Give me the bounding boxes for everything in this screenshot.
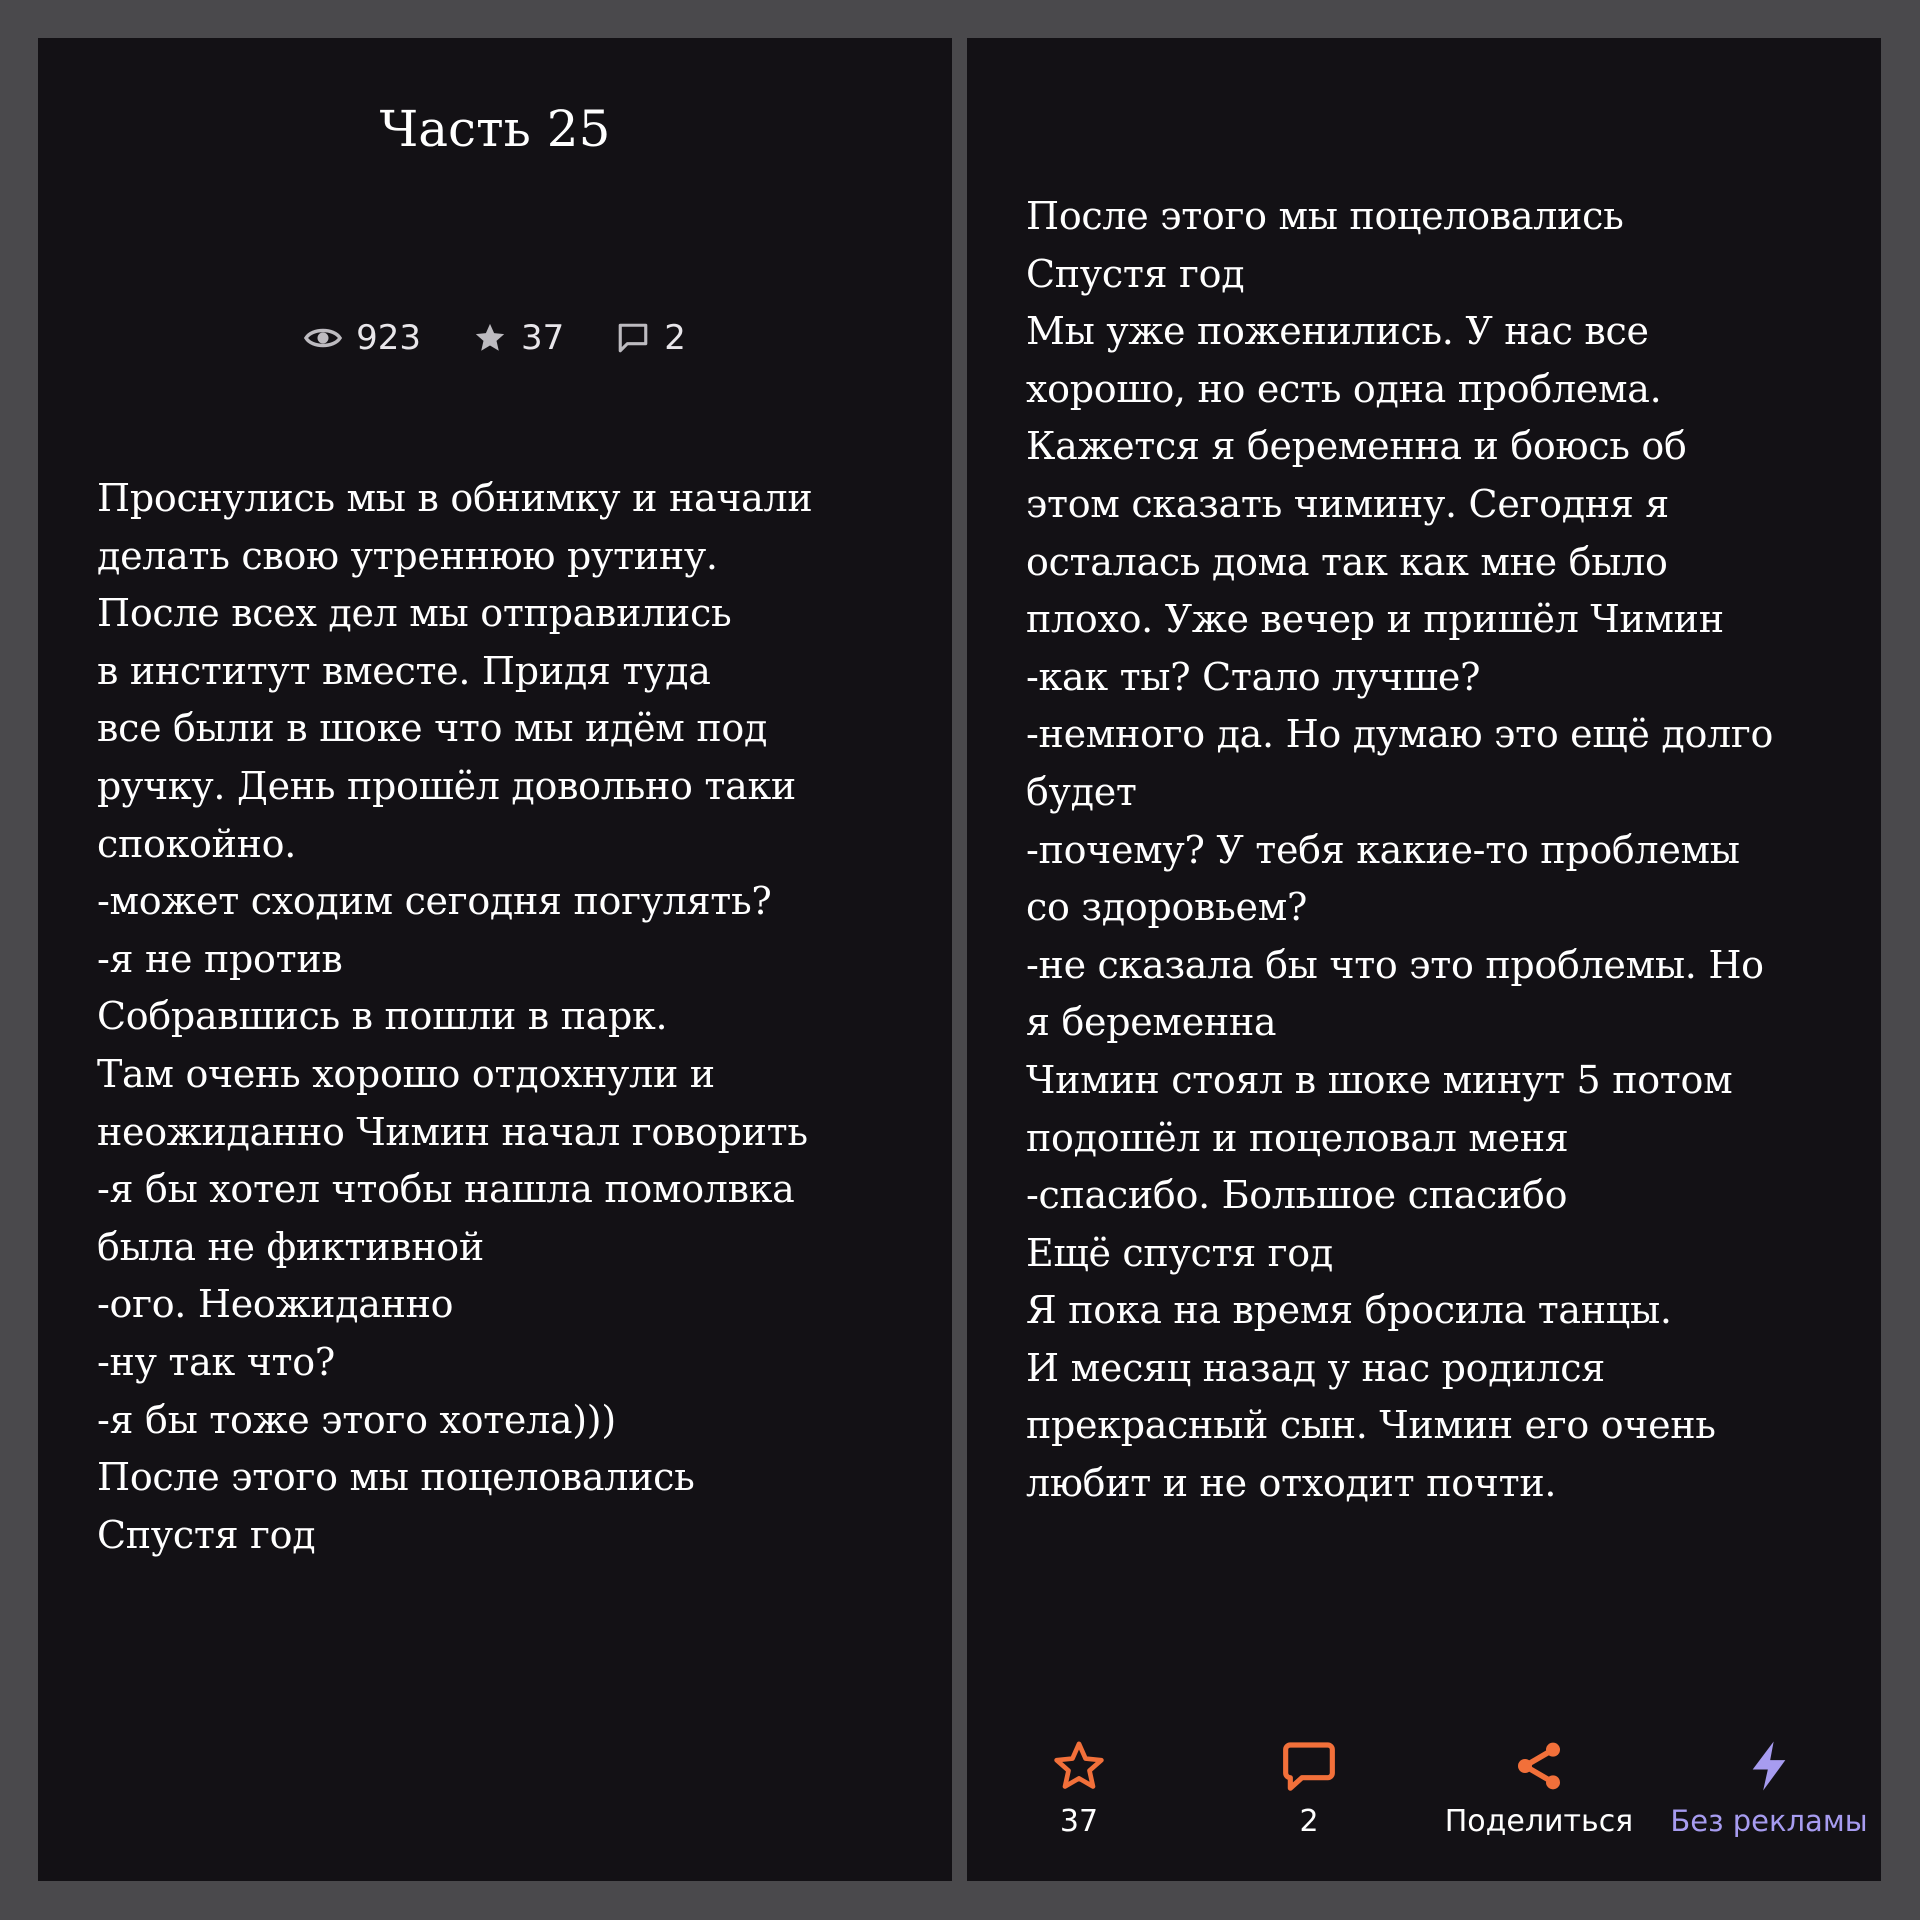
comments-stat	[616, 318, 686, 358]
text-line: этом сказать чимину. Сегодня я	[1026, 481, 1669, 526]
text-line: -ого. Неожиданно	[97, 1282, 454, 1327]
text-line: Ещё спустя год	[1026, 1230, 1333, 1275]
text-line: Спустя год	[1026, 251, 1245, 296]
star-count: 37	[1059, 1804, 1099, 1839]
text-line: хорошо, но есть одна проблема.	[1026, 366, 1662, 411]
share-label: Поделиться	[1444, 1804, 1634, 1839]
text-line: плохо. Уже вечер и пришёл Чимин	[1026, 597, 1724, 642]
text-line: -немного да. Но думаю это ещё долго	[1026, 712, 1774, 757]
text-line: -ну так что?	[97, 1339, 335, 1384]
text-line: Собравшись в пошли в парк.	[97, 994, 668, 1039]
comment-icon	[616, 321, 650, 355]
text-line: -спасибо. Большое спасибо	[1026, 1173, 1568, 1218]
comments-count: 2	[664, 318, 686, 358]
share-icon	[1511, 1738, 1567, 1794]
text-line: После всех дел мы отправились	[97, 591, 732, 636]
text-line: делать свою утреннюю рутину.	[97, 533, 718, 578]
star-button[interactable]	[969, 1738, 1189, 1839]
text-line: в институт вместе. Придя туда	[97, 648, 711, 693]
text-line: прекрасный сын. Чимин его очень	[1026, 1403, 1716, 1448]
star-icon	[1051, 1738, 1107, 1794]
text-line: -почему? У тебя какие-то проблемы	[1026, 827, 1740, 872]
text-line: неожиданно Чимин начал говорить	[97, 1109, 808, 1154]
story-text-left	[97, 470, 912, 1564]
text-line: спокойно.	[97, 821, 297, 866]
eye-icon	[304, 324, 342, 352]
text-line: После этого мы поцеловались	[1026, 194, 1624, 238]
text-line: Чимин стоял в шоке минут 5 потом	[1026, 1057, 1733, 1102]
text-line: Кажется я беременна и боюсь об	[1026, 424, 1687, 469]
comment-button[interactable]	[1199, 1738, 1419, 1839]
text-line: Там очень хорошо отдохнули и	[97, 1051, 715, 1096]
chapter-stats	[38, 318, 952, 358]
text-line: осталась дома так как мне было	[1026, 539, 1668, 584]
text-line: -я бы тоже этого хотела)))	[97, 1397, 616, 1442]
text-line: я беременна	[1026, 1000, 1277, 1045]
lightning-icon	[1741, 1738, 1797, 1794]
share-button[interactable]	[1429, 1738, 1649, 1839]
left-page	[38, 38, 952, 1881]
text-line: И месяц назад у нас родился	[1026, 1345, 1605, 1390]
comment-icon	[1281, 1738, 1337, 1794]
no-ads-label: Без рекламы	[1670, 1804, 1868, 1838]
text-line: -я бы хотел чтобы нашла помолвка	[97, 1167, 795, 1212]
text-line: -я не против	[97, 936, 343, 981]
text-line: ручку. День прошёл довольно таки	[97, 763, 796, 808]
text-line: будет	[1026, 769, 1137, 814]
bottom-action-bar	[967, 1738, 1881, 1848]
text-line: Спустя год	[97, 1512, 316, 1557]
chapter-title: Часть 25	[379, 100, 611, 158]
right-page	[967, 38, 1881, 1881]
text-line: Я пока на время бросила танцы.	[1026, 1288, 1672, 1333]
text-line: -как ты? Стало лучше?	[1026, 654, 1481, 699]
no-ads-button[interactable]	[1659, 1738, 1879, 1838]
text-line: подошёл и поцеловал меня	[1026, 1115, 1569, 1160]
star-icon	[473, 321, 507, 355]
text-line: любит и не отходит почти.	[1026, 1461, 1557, 1506]
text-line: Мы уже поженились. У нас все	[1026, 309, 1649, 354]
text-line: со здоровьем?	[1026, 885, 1308, 930]
text-line: все были в шоке что мы идём под	[97, 706, 768, 751]
story-text-right	[1026, 188, 1841, 1513]
stars-count: 37	[521, 318, 565, 358]
comment-count: 2	[1299, 1804, 1319, 1839]
views-count: 923	[356, 318, 421, 358]
text-line: -может сходим сегодня погулять?	[97, 879, 772, 924]
text-line: Проснулись мы в обнимку и начали	[97, 476, 813, 520]
views-stat	[304, 318, 421, 358]
text-line: -не сказала бы что это проблемы. Но	[1026, 942, 1764, 987]
stars-stat	[473, 318, 564, 358]
text-line: После этого мы поцеловались	[97, 1455, 695, 1500]
text-line: была не фиктивной	[97, 1224, 484, 1269]
